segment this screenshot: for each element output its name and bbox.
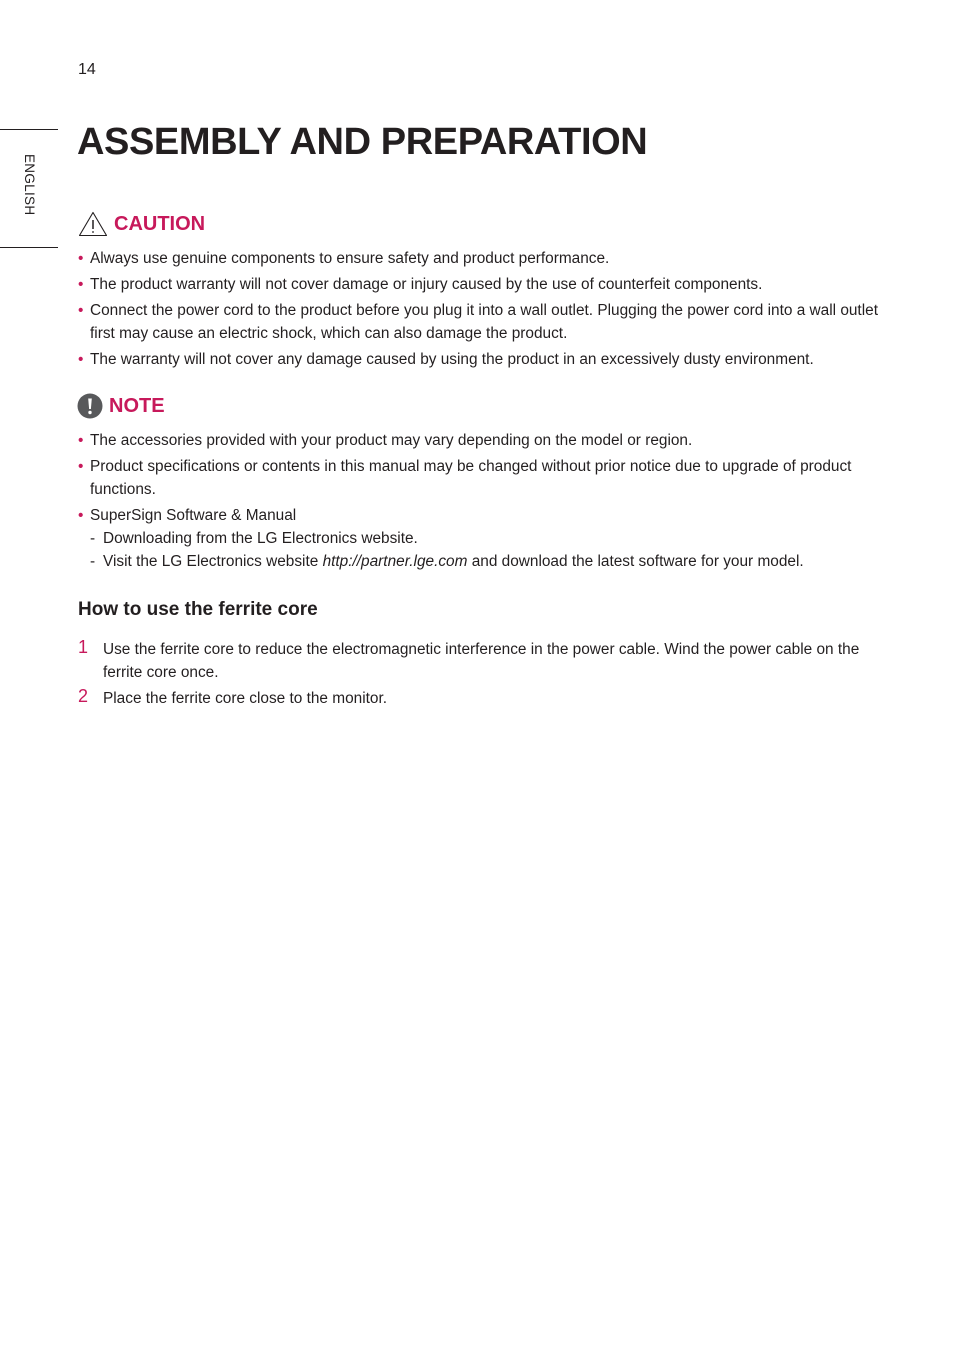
step-text: Use the ferrite core to reduce the electromagnetic interference in the power cable. Wind the power cable on the ferrite core once. <box>103 641 860 681</box>
visit-suffix: and download the latest software for your model. <box>467 553 804 570</box>
caution-label: CAUTION <box>114 212 206 235</box>
warning-triangle-icon <box>78 211 108 237</box>
language-side-tab <box>0 129 58 248</box>
caution-item: • Connect the power cord to the product before you plug it into a wall outlet. Plugging the power cord into a wall outlet first may cause an electric shock, which can also damage the product. <box>78 299 878 345</box>
sub-item-visit <box>90 550 878 573</box>
caution-item: • The product warranty will not cover damage or injury caused by the use of counterfeit components. <box>78 273 878 296</box>
step-number: 2 <box>78 686 89 706</box>
partner-website-link[interactable]: http://partner.lge.com <box>322 553 468 570</box>
step-item <box>78 638 883 684</box>
note-list <box>78 429 878 576</box>
note-item: • The accessories provided with your product may vary depending on the model or region. <box>78 429 878 452</box>
note-item-supersign <box>78 504 878 573</box>
caution-list <box>78 247 878 374</box>
page-title: ASSEMBLY AND PREPARATION <box>77 121 648 163</box>
note-label: NOTE <box>109 394 165 417</box>
visit-prefix: Visit the LG Electronics website <box>103 553 323 570</box>
note-item: • Product specifications or contents in this manual may be changed without prior notice due to upgrade of product functions. <box>78 455 878 501</box>
ferrite-section-heading: How to use the ferrite core <box>78 599 318 620</box>
supersign-sub-list <box>90 527 878 573</box>
ferrite-steps <box>78 638 883 713</box>
page-number: 14 <box>78 61 96 78</box>
language-label: ENGLISH <box>22 154 37 216</box>
note-heading <box>77 393 165 419</box>
caution-item: • The warranty will not cover any damage caused by using the product in an excessively dusty environment. <box>78 348 878 371</box>
caution-heading <box>78 211 205 237</box>
exclamation-circle-icon <box>77 393 103 419</box>
caution-item: • Always use genuine components to ensure safety and product performance. <box>78 247 878 270</box>
sub-item-download: - Downloading from the LG Electronics website. <box>90 527 878 550</box>
note-item-label: SuperSign Software & Manual <box>90 507 297 524</box>
step-text: Place the ferrite core close to the monitor. <box>103 690 388 707</box>
step-number: 1 <box>78 637 89 657</box>
step-item <box>78 687 883 710</box>
